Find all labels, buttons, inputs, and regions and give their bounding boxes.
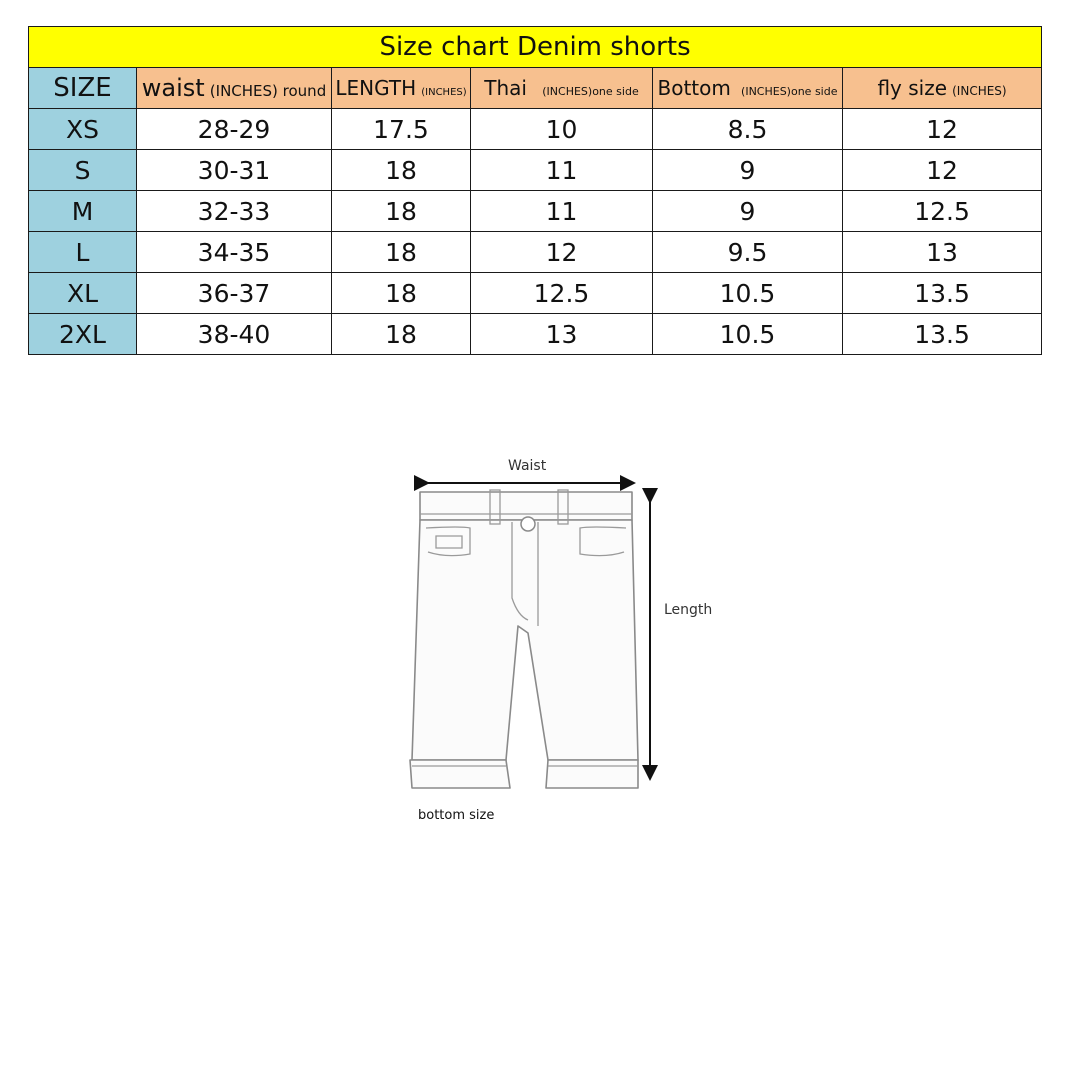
fly-cell: 13.5 (843, 273, 1042, 314)
bottom-size-label: bottom size (418, 808, 495, 823)
table-row (29, 109, 1042, 150)
header-size (29, 68, 137, 109)
size-chart-table (28, 26, 1042, 355)
chart-title: Size chart Denim shorts (29, 27, 1042, 68)
waist-cell: 30-31 (137, 150, 332, 191)
table-row (29, 273, 1042, 314)
size-cell: L (29, 232, 137, 273)
thai-cell: 11 (471, 191, 653, 232)
size-cell: XS (29, 109, 137, 150)
bottom-cell: 9 (653, 150, 843, 191)
length-cell: 18 (332, 273, 471, 314)
size-cell: M (29, 191, 137, 232)
size-cell: S (29, 150, 137, 191)
waist-cell: 32-33 (137, 191, 332, 232)
thai-cell: 10 (471, 109, 653, 150)
header-thai (471, 68, 653, 109)
waist-cell: 36-37 (137, 273, 332, 314)
size-cell: 2XL (29, 314, 137, 355)
fly-cell: 12 (843, 150, 1042, 191)
waist-cell: 34-35 (137, 232, 332, 273)
length-cell: 17.5 (332, 109, 471, 150)
waist-label: Waist (508, 458, 547, 474)
header-fly-label: fly size (877, 76, 948, 100)
fly-cell: 13.5 (843, 314, 1042, 355)
header-bottom-unit: (INCHES)one side (741, 85, 838, 98)
header-bottom-label: Bottom (657, 76, 731, 100)
length-cell: 18 (332, 232, 471, 273)
size-cell: XL (29, 273, 137, 314)
waist-cell: 38-40 (137, 314, 332, 355)
header-thai-label: Thai (484, 76, 527, 100)
table-row (29, 314, 1042, 355)
header-waist-label: waist (141, 74, 205, 102)
bottom-cell: 9 (653, 191, 843, 232)
header-length-unit: (INCHES) (421, 87, 467, 98)
thai-cell: 13 (471, 314, 653, 355)
header-fly (843, 68, 1042, 109)
bottom-cell: 10.5 (653, 314, 843, 355)
header-length (332, 68, 471, 109)
fly-cell: 12 (843, 109, 1042, 150)
shorts-diagram (400, 448, 730, 808)
header-size-label: SIZE (53, 73, 112, 103)
header-waist (137, 68, 332, 109)
bottom-cell: 9.5 (653, 232, 843, 273)
header-length-label: LENGTH (335, 76, 417, 100)
bottom-cell: 8.5 (653, 109, 843, 150)
length-cell: 18 (332, 314, 471, 355)
header-fly-unit: (INCHES) (952, 84, 1007, 98)
bottom-cell: 10.5 (653, 273, 843, 314)
header-bottom (653, 68, 843, 109)
shorts-illustration (400, 448, 730, 808)
table-row (29, 232, 1042, 273)
waist-cell: 28-29 (137, 109, 332, 150)
table-row (29, 191, 1042, 232)
header-waist-unit: (INCHES) round (209, 82, 327, 100)
fly-cell: 13 (843, 232, 1042, 273)
header-thai-unit: (INCHES)one side (542, 85, 639, 98)
button-icon (521, 517, 535, 531)
length-label: Length (664, 602, 713, 618)
thai-cell: 12 (471, 232, 653, 273)
length-cell: 18 (332, 191, 471, 232)
thai-cell: 12.5 (471, 273, 653, 314)
thai-cell: 11 (471, 150, 653, 191)
length-cell: 18 (332, 150, 471, 191)
table-row (29, 150, 1042, 191)
fly-cell: 12.5 (843, 191, 1042, 232)
